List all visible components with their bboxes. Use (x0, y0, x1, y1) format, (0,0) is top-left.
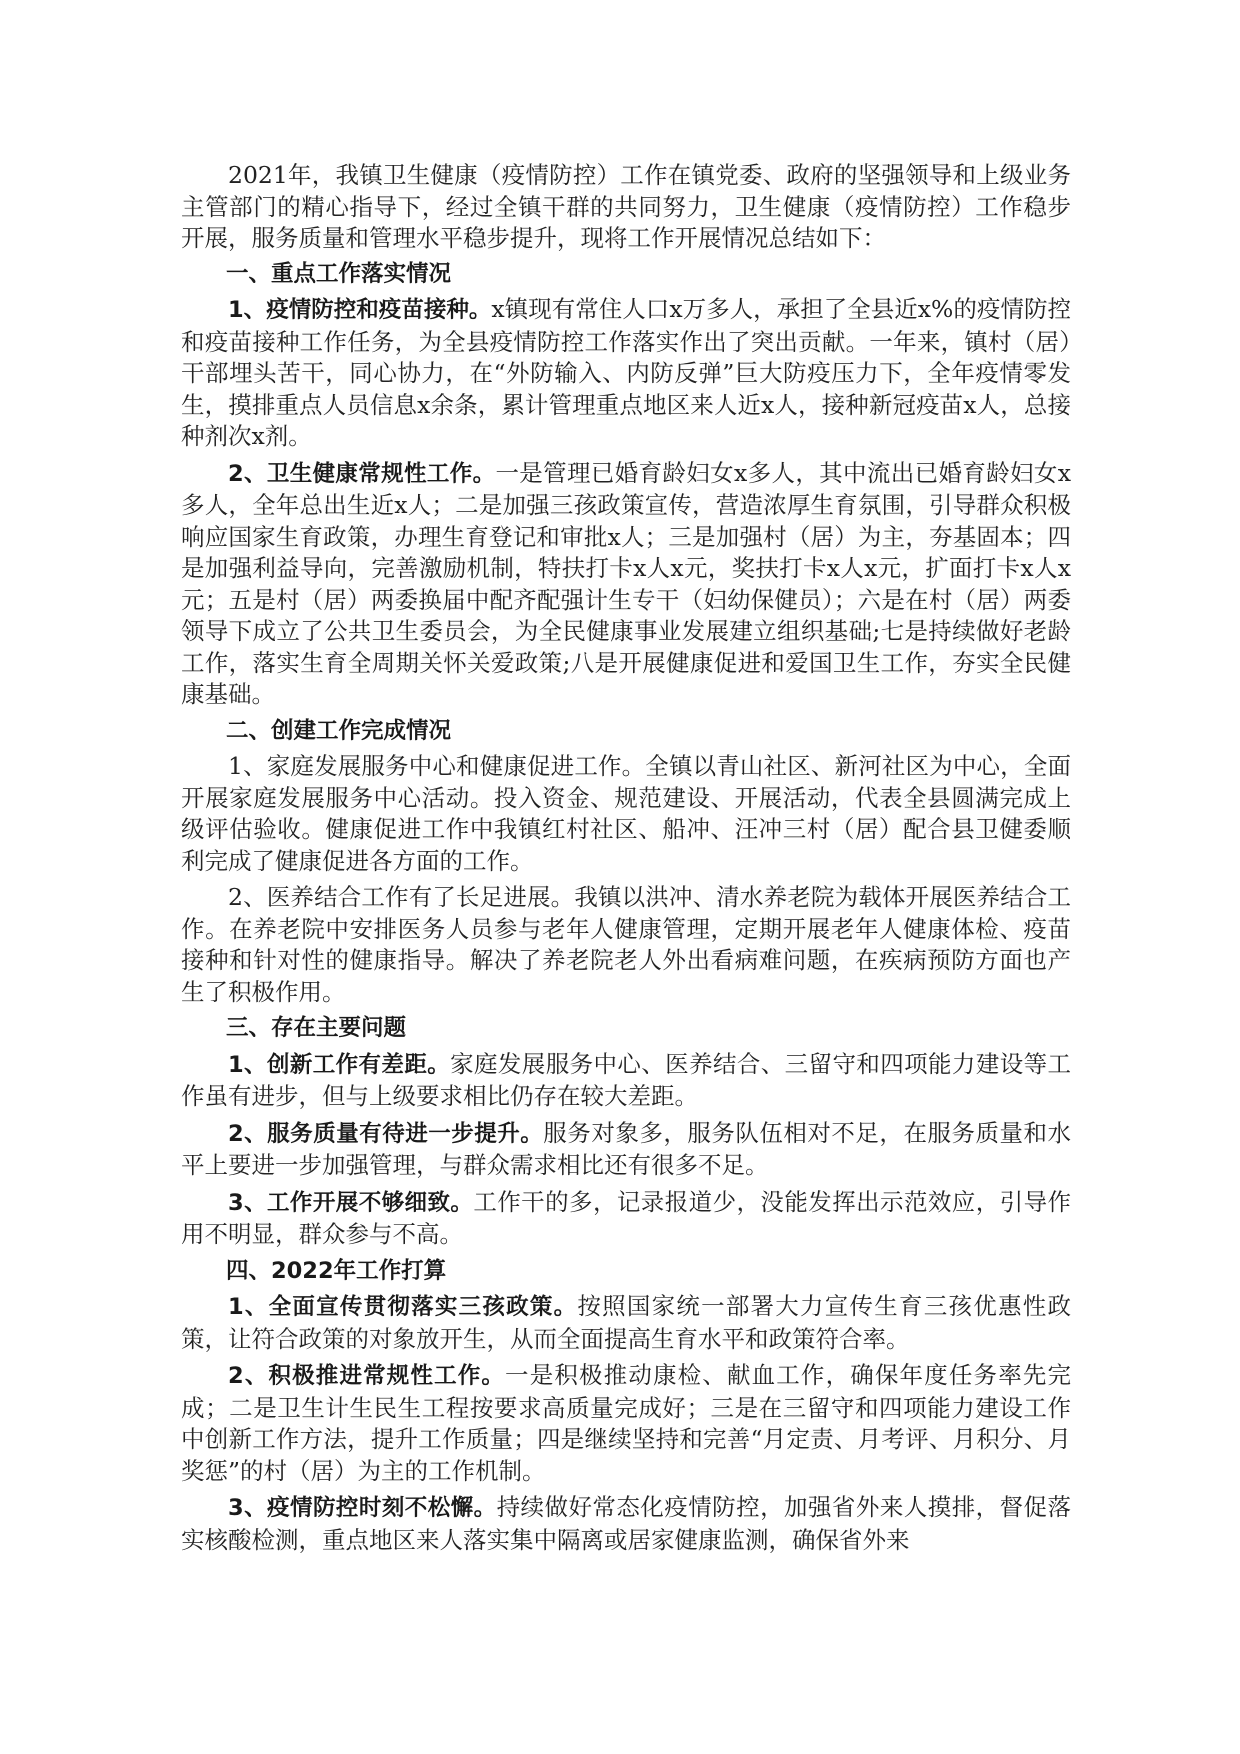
paragraph-1-2 (181, 458, 1071, 711)
paragraph-text: 按照国家统一部署大力宣传生育三孩优惠性政策，让符合政策的对象放开生，从而全面提高生育水平和政策符合率。 (181, 1292, 1072, 1353)
paragraph-text: x镇现有常住人口x万多人，承担了全县近x%的疫情防控和疫苗接种工作任务，为全县疫情防控工作落实作出了突出贡献。一年来，镇村（居）干部埋头苦干，同心协力，在“外防输入、内防反弹”巨大防疫压力下，全年疫情零发生，摸排重点人员信息x余条，累计管理重点地区来人近x人，接种新冠疫苗x人，总接种剂次x剂。 (181, 295, 1071, 450)
paragraph-lead: 2、服务质量有待进一步提升。 (228, 1120, 544, 1147)
section-heading-1: 一、重点工作落实情况 (226, 260, 452, 287)
paragraph-lead: 3、疫情防控时刻不松懈。 (228, 1495, 497, 1521)
section-heading-4: 四、2022年工作打算 (226, 1257, 447, 1284)
paragraph-3-1 (181, 1049, 1071, 1113)
section-heading-2: 二、创建工作完成情况 (226, 717, 452, 744)
paragraph-lead: 1、创新工作有差距。 (228, 1051, 451, 1078)
paragraph-4-1 (181, 1291, 1071, 1355)
paragraph-text: 2、医养结合工作有了长足进展。我镇以洪冲、清水养老院为载体开展医养结合工作。在养老院中安排医务人员参与老年人健康管理，定期开展老年人健康体检、疫苗接种和针对性的健康指导。解决了养老院老人外出看病难问题，在疾病预防方面也产生了积极作用。 (181, 883, 1071, 1006)
paragraph-2-1 (181, 751, 1071, 877)
paragraph-3-3 (181, 1187, 1071, 1251)
paragraph-lead: 2、卫生健康常规性工作。 (228, 460, 496, 487)
paragraph-4-2 (181, 1360, 1071, 1487)
paragraph-text: 一是积极推动康检、献血工作，确保年度任务率先完成；二是卫生计生民生工程按要求高质量完成好；三是在三留守和四项能力建设工作中创新工作方法，提升工作质量；四是继续坚持和完善“月定责、月考评、月积分、月奖惩”的村（居）为主的工作机制。 (181, 1361, 1072, 1485)
paragraph-text: 服务对象多，服务队伍相对不足，在服务质量和水平上要进一步加强管理，与群众需求相比还有很多不足。 (181, 1118, 1072, 1179)
paragraph-text: 1、家庭发展服务中心和健康促进工作。全镇以青山社区、新河社区为中心，全面开展家庭发展服务中心活动。投入资金、规范建设、开展活动，代表全县圆满完成上级评估验收。健康促进工作中我镇红村社区、船冲、汪冲三村（居）配合县卫健委顺利完成了健康促进各方面的工作。 (181, 752, 1071, 875)
section-heading-3: 三、存在主要问题 (226, 1015, 407, 1041)
document-page (181, 160, 1071, 1561)
paragraph-text: 持续做好常态化疫情防控，加强省外来人摸排，督促落实核酸检测，重点地区来人落实集中隔离或居家健康监测，确保省外来 (181, 1493, 1072, 1554)
paragraph-3-2 (181, 1118, 1071, 1182)
paragraph-2-2 (181, 882, 1071, 1008)
paragraph-4-3 (181, 1492, 1071, 1556)
paragraph-lead: 1、全面宣传贯彻落实三孩政策。 (228, 1294, 578, 1320)
paragraph-text: 家庭发展服务中心、医养结合、三留守和四项能力建设等工作虽有进步，但与上级要求相比仍存在较大差距。 (181, 1049, 1072, 1110)
paragraph-text: 一是管理已婚育龄妇女x多人，其中流出已婚育龄妇女x多人，全年总出生近x人；二是加强三孩政策宣传，营造浓厚生育氛围，引导群众积极响应国家生育政策，办理生育登记和审批x人；三是加强村（居）为主，夯基固本；四是加强利益导向，完善激励机制，特扶打卡x人x元，奖扶打卡x人x元，扩面打卡x人x元；五是村（居）两委换届中配齐配强计生专干（妇幼保健员）；六是在村（居）两委领导下成立了公共卫生委员会，为全民健康事业发展建立组织基础;七是持续做好老龄工作，落实生育全周期关怀关爱政策;八是开展健康促进和爱国卫生工作，夯实全民健康基础。 (181, 458, 1071, 708)
paragraph-lead: 2、积极推进常规性工作。 (228, 1363, 506, 1389)
paragraph-lead: 1、疫情防控和疫苗接种。 (228, 297, 492, 323)
paragraph-text: 工作干的多，记录报道少，没能发挥出示范效应，引导作用不明显，群众参与不高。 (181, 1187, 1072, 1248)
intro-paragraph: 2021年，我镇卫生健康（疫情防控）工作在镇党委、政府的坚强领导和上级业务主管部门的精心指导下，经过全镇干群的共同努力，卫生健康（疫情防控）工作稳步开展，服务质量和管理水平稳步提升，现将工作开展情况总结如下： (181, 161, 1071, 252)
paragraph-1-1 (181, 294, 1071, 453)
paragraph-lead: 3、工作开展不够细致。 (228, 1189, 474, 1216)
